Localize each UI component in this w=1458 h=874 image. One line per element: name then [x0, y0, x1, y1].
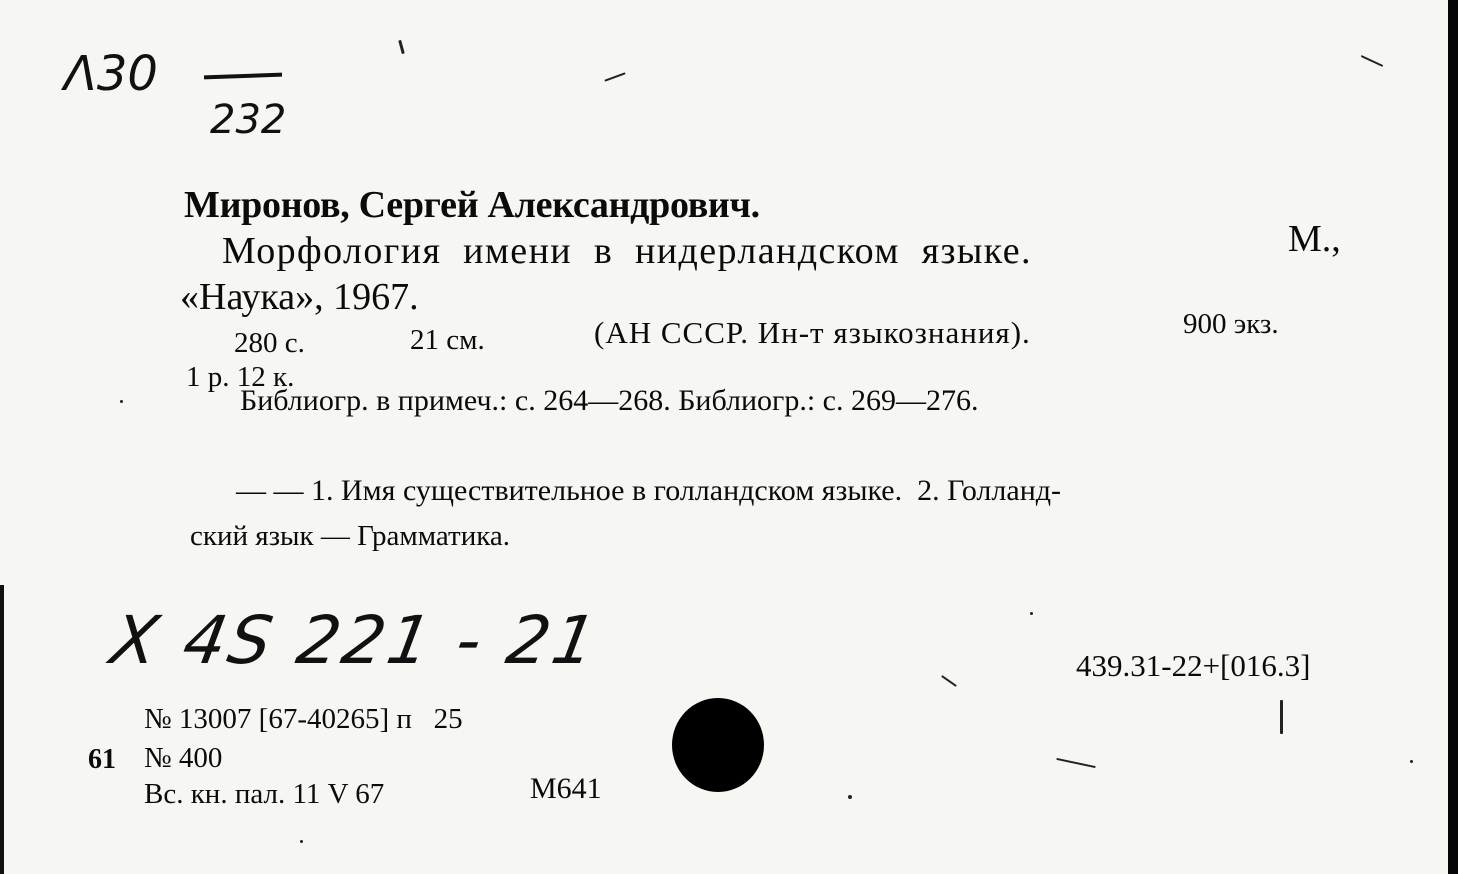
scan-speck	[300, 840, 303, 843]
scan-speck	[1361, 55, 1384, 67]
bibliography-note: Библиогр. в примеч.: с. 264—268. Библиогр.: с. 269—276.	[240, 384, 979, 417]
scan-speck	[1056, 758, 1096, 768]
title-line-1-end: М.,	[1288, 218, 1341, 260]
handwritten-code: X 4S 221 - 21	[105, 602, 605, 679]
footer-vs-kn: Вс. кн. пал. 11 V 67	[144, 778, 385, 810]
scan-speck	[398, 40, 405, 54]
classification-index: 439.31-22+[016.3]	[1076, 648, 1311, 683]
footer-code: М641	[530, 772, 602, 805]
scan-speck	[1030, 612, 1033, 615]
author-heading: Миронов, Сергей Александрович.	[184, 184, 760, 226]
series: (АН СССР. Ин-т языкознания).	[594, 315, 1031, 350]
subject-line-2: ский язык — Грамматика.	[190, 520, 511, 552]
shelfmark-top: Λ30	[64, 46, 158, 102]
pages: 280 с.	[234, 327, 305, 359]
card-left-edge	[0, 585, 4, 874]
scan-speck	[1280, 700, 1283, 734]
publisher-line: «Наука», 1967.	[180, 276, 419, 318]
punch-hole	[672, 698, 764, 792]
scan-speck	[1410, 760, 1413, 763]
footer-number-line: № 13007 [67-40265] п 25	[144, 703, 463, 735]
footer-prefix: 61	[88, 744, 116, 775]
price: 1 р. 12 к.	[186, 361, 295, 393]
shelfmark-fraction-line	[204, 73, 282, 80]
shelfmark-bottom: 232	[210, 97, 287, 143]
scan-speck	[120, 400, 123, 403]
footer-number-2: № 400	[144, 742, 223, 774]
scan-speck	[941, 675, 957, 687]
subject-line-1: — — 1. Имя существительное в голландском языке. 2. Голланд-	[236, 474, 1061, 507]
title-line-1: Морфология имени в нидерландском языке.	[222, 230, 1032, 272]
scan-speck	[604, 72, 625, 81]
card-right-edge	[1448, 0, 1458, 874]
size: 21 см.	[410, 324, 485, 356]
scan-speck	[848, 795, 852, 799]
copies: 900 экз.	[1183, 308, 1279, 340]
